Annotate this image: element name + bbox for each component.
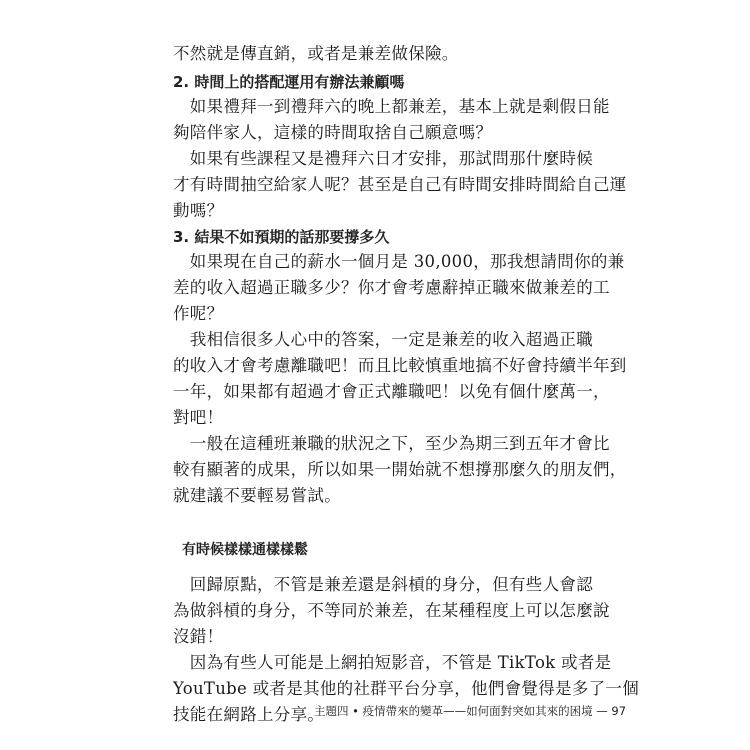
subheading-2: 2. 時間上的搭配運用有辦法兼顧嗎 (173, 73, 405, 91)
body-line: 較有顯著的成果，所以如果一開始就不想撐那麼久的朋友們， (173, 460, 627, 479)
body-line: 一年，如果都有超過才會正式離職吧！以免有個什麼萬一， (173, 382, 610, 401)
body-line: YouTube 或者是其他的社群平台分享，他們會覺得是多了一個 (173, 679, 640, 698)
body-line: 因為有些人可能是上網拍短影音，不管是 TikTok 或者是 (173, 653, 612, 672)
body-line: 如果現在自己的薪水一個月是 30,000，那我想請問你的兼 (173, 252, 625, 271)
body-line: 技能在網路上分享。 (173, 705, 325, 724)
body-line: 就建議不要輕易嘗試。 (173, 486, 341, 505)
body-line: 動嗎？ (173, 201, 224, 220)
body-line: 我相信很多人心中的答案，一定是兼差的收入超過正職 (173, 330, 593, 349)
body-line: 的收入才會考慮離職吧！而且比較慎重地搞不好會持續半年到 (173, 356, 627, 375)
body-line: 沒錯！ (173, 627, 224, 646)
body-line: 一般在這種班兼職的狀況之下，至少為期三到五年才會比 (173, 434, 610, 453)
page-footer: 主題四 • 疫情帶來的變革——如何面對突如其來的困境 — 97 (314, 704, 627, 718)
body-line: 對吧！ (173, 408, 224, 427)
body-line: 如果有些課程又是禮拜六日才安排，那試問那什麼時候 (173, 149, 593, 168)
body-line: 夠陪伴家人，這樣的時間取捨自己願意嗎？ (173, 123, 493, 142)
body-line: 作呢？ (173, 304, 224, 323)
body-line: 不然就是傳直銷，或者是兼差做保險。 (173, 44, 459, 63)
body-line: 才有時間抽空給家人呢？甚至是自己有時間安排時間給自己運 (173, 175, 627, 194)
body-line: 差的收入超過正職多少？你才會考慮辭掉正職來做兼差的工 (173, 278, 610, 297)
section-title: 有時候樣樣通樣樣鬆 (182, 542, 308, 558)
subheading-3: 3. 結果不如預期的話那要撐多久 (173, 228, 390, 246)
body-line: 回歸原點，不管是兼差還是斜槓的身分，但有些人會認 (173, 575, 593, 594)
body-line: 如果禮拜一到禮拜六的晚上都兼差，基本上就是剩假日能 (173, 97, 610, 116)
body-line: 為做斜槓的身分，不等同於兼差，在某種程度上可以怎麼說 (173, 601, 610, 620)
